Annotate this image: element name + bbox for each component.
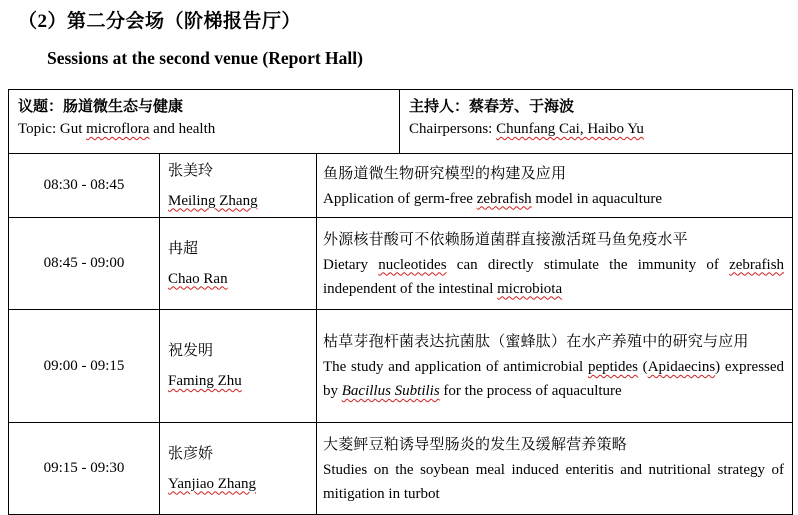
session-row (9, 154, 793, 218)
speaker-name-cn: 张彦娇 (168, 445, 214, 462)
talk-cell (317, 310, 793, 423)
talk-title-cn: 枯草芽孢杆菌表达抗菌肽（蜜蜂肽）在水产养殖中的研究与应用 (323, 334, 749, 350)
speaker-cell (160, 218, 317, 310)
page-subheading: Sessions at the second venue (Report Hall) (47, 48, 363, 68)
session-time: 08:30 - 08:45 (9, 154, 160, 218)
header-row (9, 90, 793, 154)
topic-cell (9, 90, 400, 154)
speaker-cell (160, 310, 317, 423)
chair-en: Chairpersons: Chunfang Cai, Haibo Yu (409, 121, 644, 137)
topic-cn: 议题：肠道微生态与健康 (18, 99, 184, 115)
speaker-name-en: Chao Ran (168, 270, 228, 287)
speaker-cell (160, 423, 317, 515)
session-table (8, 89, 793, 515)
session-time: 08:45 - 09:00 (9, 218, 160, 310)
talk-title-en: Dietary nucleotides can directly stimulate the immunity of zebrafish independent of the intestinal microbiota (323, 256, 785, 297)
speaker-cell (160, 154, 317, 218)
talk-cell (317, 218, 793, 310)
session-row (9, 310, 793, 423)
chair-cn: 主持人：蔡春芳、于海波 (409, 99, 575, 115)
speaker-name-en: Meiling Zhang (168, 192, 258, 209)
talk-title-cn: 外源核苷酸可不依赖肠道菌群直接激活斑马鱼免疫水平 (323, 231, 688, 248)
talk-title-cn: 大菱鲆豆粕诱导型肠炎的发生及缓解营养策略 (323, 436, 628, 453)
speaker-name-en: Yanjiao Zhang (168, 475, 257, 492)
talk-title-en: Application of germ-free zebrafish model in aquaculture (323, 190, 663, 207)
talk-cell (317, 154, 793, 218)
speaker-name-cn: 张美玲 (168, 162, 214, 179)
talk-title-en: Studies on the soybean meal induced enteritis and nutritional strategy of mitigation in turbot (323, 461, 785, 502)
page-heading: （2）第二分会场（阶梯报告厅） (18, 11, 302, 32)
talk-title-en: The study and application of antimicrobial peptides (Apidaecins) expressed by Bacillus Subtilis for the process of aquaculture (323, 359, 785, 399)
session-row (9, 423, 793, 515)
chair-cell (400, 90, 793, 154)
talk-title-cn: 鱼肠道微生物研究模型的构建及应用 (323, 165, 567, 182)
talk-cell (317, 423, 793, 515)
speaker-name-cn: 祝发明 (168, 343, 214, 359)
speaker-name-en: Faming Zhu (168, 373, 242, 389)
session-row (9, 218, 793, 310)
speaker-name-cn: 冉超 (168, 240, 199, 257)
session-time: 09:00 - 09:15 (9, 310, 160, 423)
topic-en: Topic: Gut microflora and health (18, 121, 216, 137)
session-time: 09:15 - 09:30 (9, 423, 160, 515)
